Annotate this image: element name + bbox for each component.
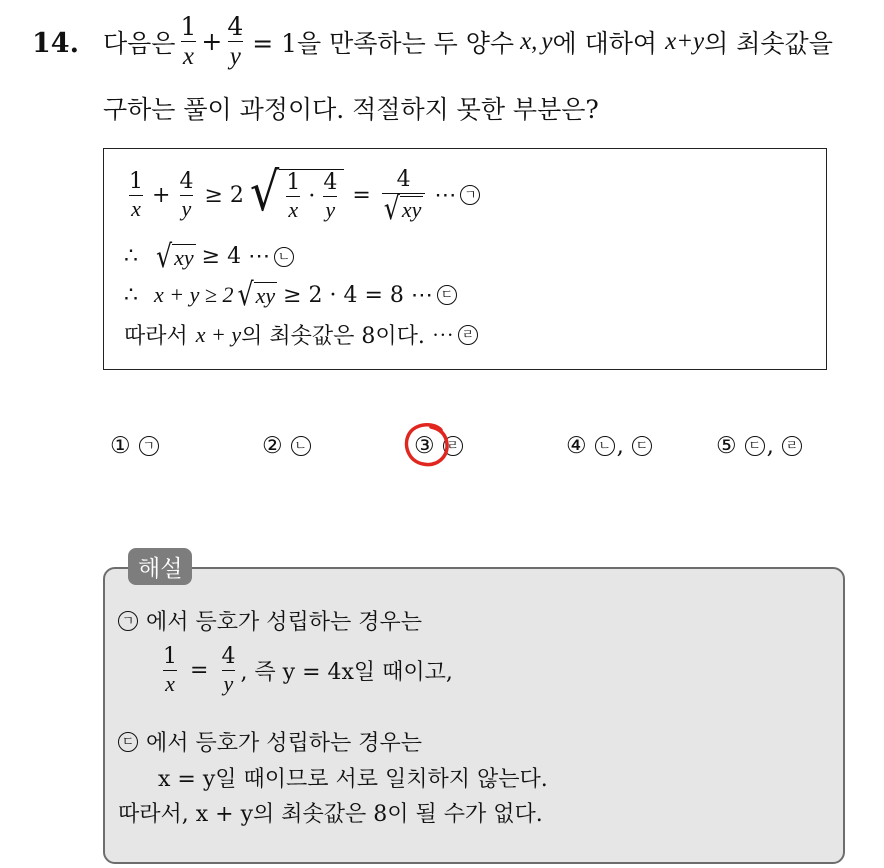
question-number: 14. [32,28,79,59]
explanation-line-3: ㄷ 에서 등호가 성립하는 경우는 [118,726,422,757]
choice-2[interactable]: ② ㄴ [262,433,311,459]
explanation-tab: 해설 [128,548,192,585]
explanation-line-2: $\frac{1}{x}$ = $\frac{4}{y}$ , 즉 y = 4x일 때이고, [163,644,453,696]
explanation-line-4: x = y일 때이므로 서로 일치하지 않는다. [158,767,548,792]
question-line-1: 다음은 $\frac{1}{x}$ + $\frac{4}{y}$ = 1을 만족하는 두 양수 x, y 에 대하여 x+y 의 최솟값을 [103,12,833,70]
sqrt-product: √ $\frac{1}{x}$ · $\frac{4}{y}$ [250,169,344,221]
fraction-4-over-y: $\frac{4}{y}$ [227,12,244,70]
box-line-2: ∴ √ xy ≥ 4 ⋯ ㄴ [124,244,294,269]
mark-nieun: ㄴ [274,247,294,267]
explanation-line-1: ㄱ 에서 등호가 성립하는 경우는 [118,605,422,636]
choice-1[interactable]: ① ㄱ [110,433,159,459]
mark-rieul: ㄹ [458,325,478,345]
box-line-3: ∴ x + y ≥ 2 √ xy ≥ 2 · 4 = 8 ⋯ ㄷ [124,282,457,308]
choice-5[interactable]: ⑤ ㄷ , ㄹ [716,433,802,459]
box-line-4: 따라서 x + y 의 최솟값은 8이다. ⋯ ㄹ [124,319,478,350]
mark-giyeok: ㄱ [460,185,480,205]
choice-4[interactable]: ④ ㄴ , ㄷ [566,433,652,459]
box-line-1: $\frac{1}{x}$ + $\frac{4}{y}$ ≥ 2 √ $\frac{1}{x}$ · $\frac{4}{y}$ = 4 √ xy ⋯ ㄱ [124,169,480,221]
radical-icon: √ [237,276,254,313]
answer-circle-icon [401,420,453,470]
radical-icon: √ [156,238,173,275]
mark-digeut: ㄷ [437,285,457,305]
fraction-1-over-x: $\frac{1}{x}$ [180,12,197,70]
radical-icon: √ [383,190,400,227]
solution-process-box [103,148,827,370]
question-text-before: 다음은 [103,28,176,58]
radical-icon: √ [249,160,280,223]
explanation-line-5: 따라서, x + y의 최솟값은 8이 될 수가 없다. [118,802,543,827]
choice-3[interactable]: ③ ㄹ [414,433,463,459]
question-line-2: 구하는 풀이 과정이다. 적절하지 못한 부분은? [103,95,599,124]
